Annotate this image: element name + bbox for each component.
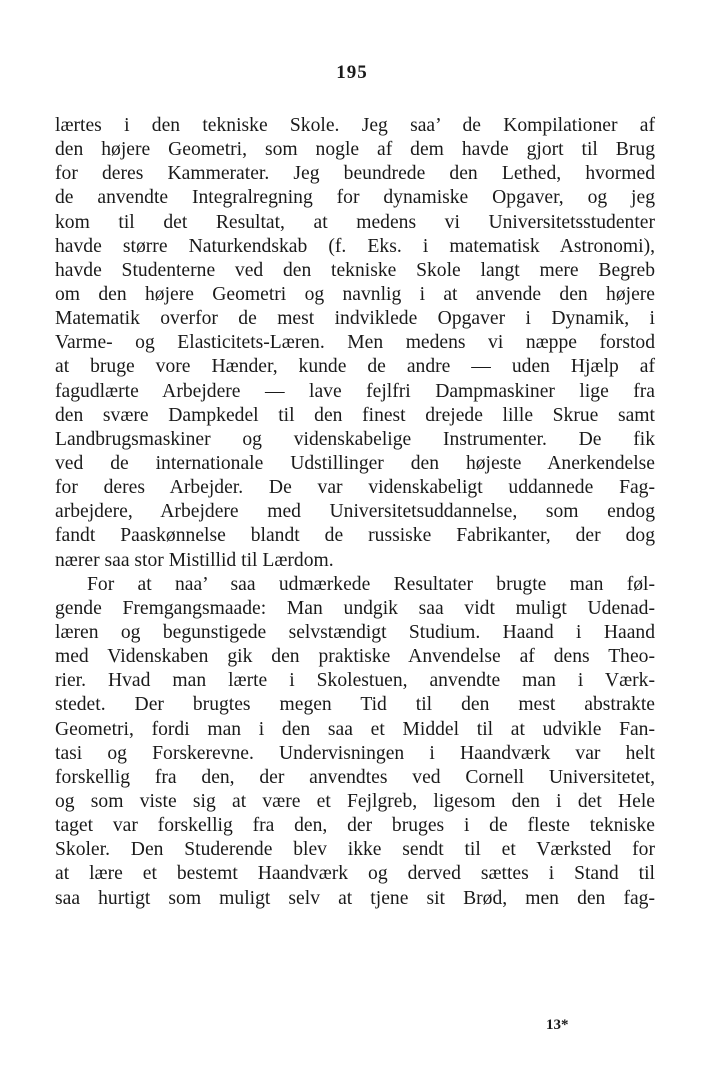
- text-line: saa hurtigt som muligt selv at tjene sit Brød, men den fag-: [55, 887, 655, 909]
- text-line: havde Studenterne ved den tekniske Skole langt mere Begreb: [55, 259, 655, 281]
- text-line: Skoler. Den Studerende blev ikke sendt til et Værksted for: [55, 839, 655, 861]
- text-line: den svære Dampkedel til den finest drejede lille Skrue samt: [55, 404, 655, 426]
- text-line: ved de internationale Udstillinger den højeste Anerkendelse: [55, 452, 655, 474]
- body-text: [55, 114, 655, 911]
- paragraph-2: [55, 573, 655, 911]
- text-line: den højere Geometri, som nogle af dem havde gjort til Brug: [55, 139, 655, 161]
- text-line: for deres Kammerater. Jeg beundrede den Lethed, hvormed: [55, 163, 655, 185]
- paragraph-1: [55, 114, 655, 573]
- text-line: taget var forskellig fra den, der bruges i de fleste tekniske: [55, 815, 655, 837]
- text-line: Geometri, fordi man i den saa et Middel til at udvikle Fan-: [55, 718, 655, 740]
- text-line: havde større Naturkendskab (f. Eks. i matematisk Astronomi),: [55, 235, 655, 257]
- text-line: Matematik overfor de mest indviklede Opgaver i Dynamik, i: [55, 308, 655, 330]
- text-line: Varme- og Elasticitets-Læren. Men medens vi næppe forstod: [55, 332, 655, 354]
- text-line: For at naa’ saa udmærkede Resultater brugte man føl-: [87, 573, 655, 595]
- text-line: at lære et bestemt Haandværk og derved sættes i Stand til: [55, 863, 655, 885]
- text-line: for deres Arbejder. De var videnskabeligt uddannede Fag-: [55, 477, 655, 499]
- text-line: fagudlærte Arbejdere — lave fejlfri Dampmaskiner lige fra: [55, 380, 655, 402]
- text-line: om den højere Geometri og navnlig i at anvende den højere: [55, 283, 655, 305]
- signature-mark: 13*: [546, 1017, 569, 1033]
- text-line: fandt Paaskønnelse blandt de russiske Fabrikanter, der dog: [55, 525, 655, 547]
- text-line: de anvendte Integralregning for dynamiske Opgaver, og jeg: [55, 187, 655, 209]
- text-line: forskellig fra den, der anvendtes ved Cornell Universitetet,: [55, 766, 655, 788]
- text-line: rier. Hvad man lærte i Skolestuen, anvendte man i Værk-: [55, 670, 655, 692]
- text-line: nærer saa stor Mistillid til Lærdom.: [55, 549, 334, 571]
- text-line: med Videnskaben gik den praktiske Anvendelse af dens Theo-: [55, 646, 655, 668]
- text-line: tasi og Forskerevne. Undervisningen i Haandværk var helt: [55, 742, 655, 764]
- text-line: stedet. Der brugtes megen Tid til den mest abstrakte: [55, 694, 655, 716]
- text-line: lærtes i den tekniske Skole. Jeg saa’ de Kompilationer af: [55, 115, 655, 136]
- text-line: læren og begunstigede selvstændigt Studium. Haand i Haand: [55, 621, 655, 643]
- text-line: Landbrugsmaskiner og videnskabelige Instrumenter. De fik: [55, 428, 655, 450]
- text-line: at bruge vore Hænder, kunde de andre — uden Hjælp af: [55, 356, 655, 378]
- text-line: gende Fremgangsmaade: Man undgik saa vidt muligt Udenad-: [55, 597, 655, 619]
- text-line: og som viste sig at være et Fejlgreb, ligesom den i det Hele: [55, 790, 655, 812]
- page-number: 195: [336, 62, 368, 83]
- text-line: kom til det Resultat, at medens vi Universitetsstudenter: [55, 211, 655, 233]
- text-line: arbejdere, Arbejdere med Universitetsuddannelse, som endog: [55, 501, 655, 523]
